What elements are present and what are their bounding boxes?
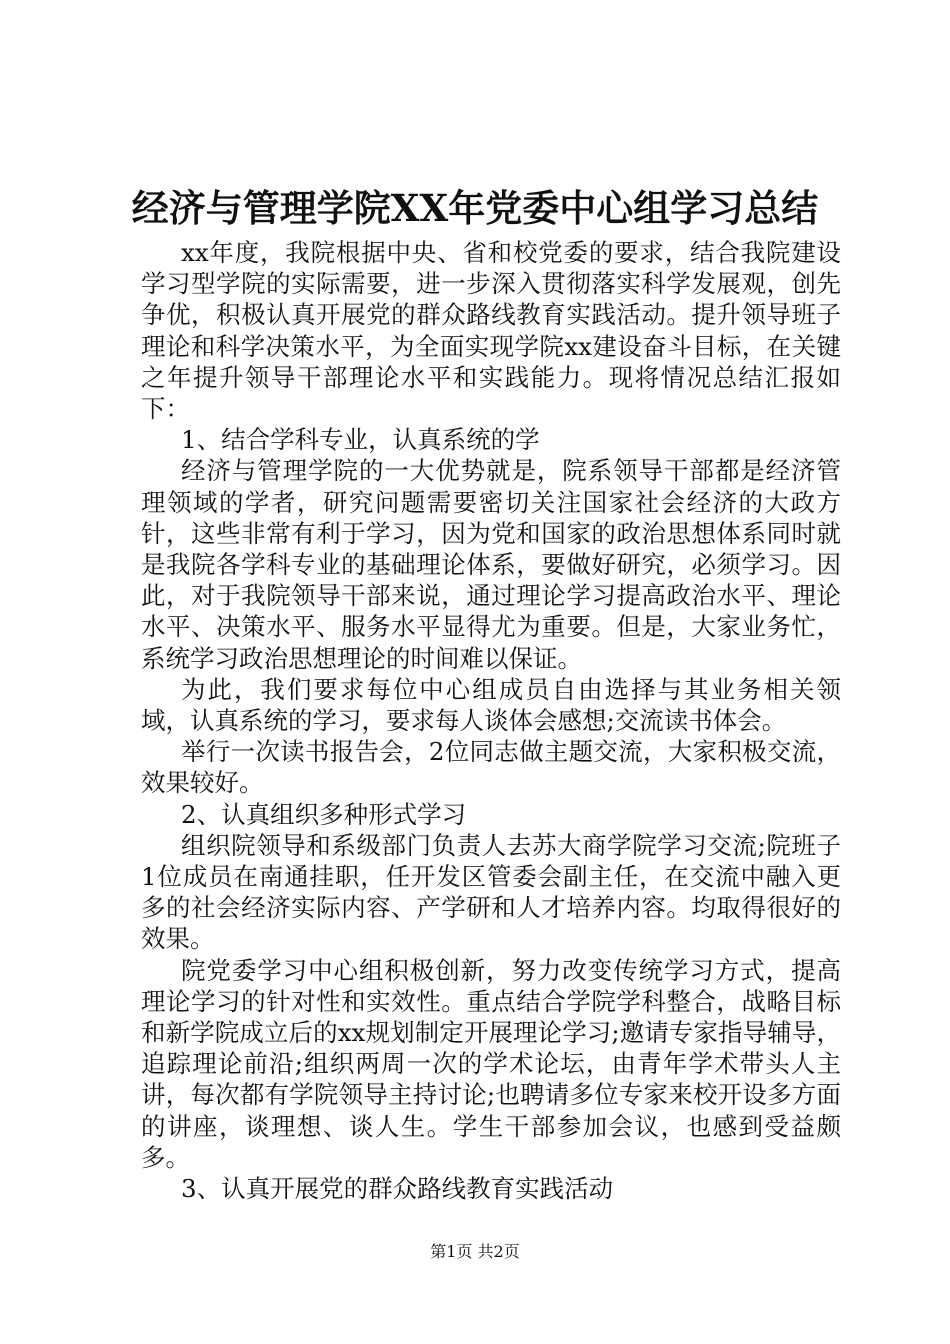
document-title: 经济与管理学院XX年党委中心组学习总结 (131, 186, 819, 230)
section-2-paragraph-2: 院党委学习中心组积极创新，努力改变传统学习方式，提高理论学习的针对性和实效性。重点结合学院学科整合，战略目标和新学院成立后的xx规划制定开展理论学习;邀请专家指导辅导，追踪理论前沿;组织两周一次的学术论坛，由青年学术带头人主讲，每次都有学院领导主持讨论;也聘请多位专家来校开设多方面的讲座，谈理想、谈人生。学生干部参加会议，也感到受益颇多。 (141, 955, 841, 1172)
section-1-paragraph-2: 为此，我们要求每位中心组成员自由选择与其业务相关领域，认真系统的学习，要求每人谈体会感想;交流读书体会。 (141, 674, 841, 736)
section-1-heading: 1、结合学科专业，认真系统的学 (181, 425, 540, 455)
section-1-paragraph-3: 举行一次读书报告会，2位同志做主题交流，大家积极交流，效果较好。 (141, 737, 841, 798)
section-2-paragraph-1: 组织院领导和系级部门负责人去苏大商学院学习交流;院班子1位成员在南通挂职，任开发区管委会副主任，在交流中融入更多的社会经济实际内容、产学研和人才培养内容。均取得很好的效果。 (141, 830, 841, 954)
page-footer: 第1页 共2页 (430, 1242, 520, 1261)
section-2-heading: 2、认真组织多种形式学习 (181, 799, 467, 829)
intro-paragraph: xx年度，我院根据中央、省和校党委的要求，结合我院建设学习型学院的实际需要，进一步深入贯彻落实科学发展观，创先争优，积极认真开展党的群众路线教育实践活动。提升领导班子理论和科学决策水平，为全面实现学院xx建设奋斗目标，在关键之年提升领导干部理论水平和实践能力。现将情况总结汇报如下： (141, 238, 841, 424)
document-body (141, 237, 841, 1204)
section-3-heading: 3、认真开展党的群众路线教育实践活动 (181, 1174, 614, 1204)
section-1-paragraph-1: 经济与管理学院的一大优势就是，院系领导干部都是经济管理领域的学者，研究问题需要密切关注国家社会经济的大政方针，这些非常有利于学习，因为党和国家的政治思想体系同时就是我院各学科专业的基础理论体系，要做好研究，必须学习。因此，对于我院领导干部来说，通过理论学习提高政治水平、理论水平、决策水平、服务水平显得尤为重要。但是，大家业务忙，系统学习政治思想理论的时间难以保证。 (141, 456, 841, 673)
